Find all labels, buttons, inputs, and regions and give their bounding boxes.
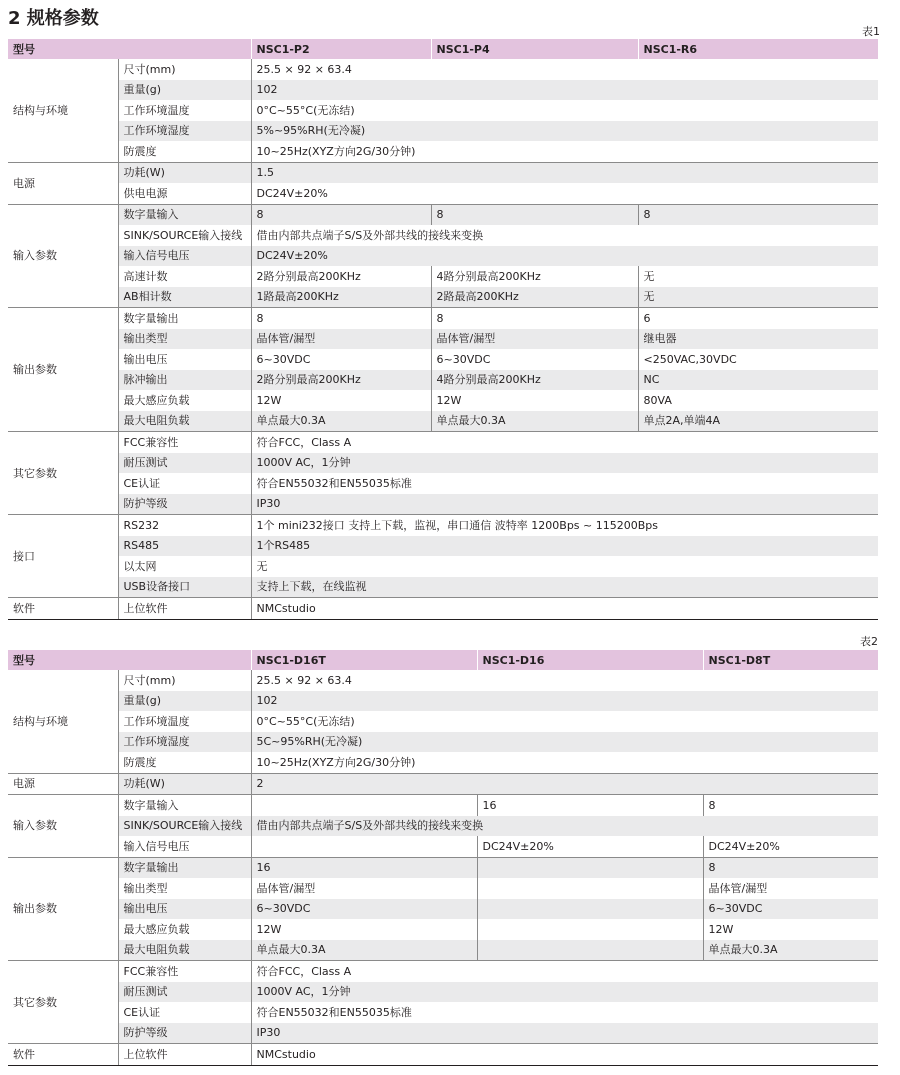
header-model-name: NSC1-D16 <box>477 650 703 670</box>
spec-row <box>8 1023 878 1044</box>
spec-value: 1个RS485 <box>251 536 878 557</box>
spec-value: 4路分别最高200KHz <box>431 266 638 287</box>
spec-value: 0°C~55°C(无冻结) <box>256 103 355 117</box>
spec-value: 借由内部共点端子S/S及外部共线的接线来变换 <box>256 228 484 242</box>
spec-row <box>8 577 878 598</box>
spec-value: IP30 <box>251 1023 878 1044</box>
spec-value: 5%~95%RH(无冷凝) <box>251 121 878 142</box>
spec-row <box>8 59 878 80</box>
spec-row <box>8 246 878 267</box>
spec-value: 晶体管/漏型 <box>431 329 638 350</box>
spec-label: AB相计数 <box>118 287 251 308</box>
spec-row <box>8 1002 878 1023</box>
spec-label: 最大电阻负载 <box>118 940 251 961</box>
spec-label: 输入信号电压 <box>118 246 251 267</box>
spec-label: 输入信号电压 <box>118 836 251 857</box>
spec-value: 0°C~55°C(无冻结) <box>256 714 355 728</box>
spec-label: 工作环境温度 <box>118 711 251 732</box>
spec-label: RS232 <box>118 515 251 536</box>
spec-value: 1000V AC，1分钟 <box>251 982 878 1003</box>
spec-value: 单点最大0.3A <box>431 411 638 432</box>
spec-value: 借由内部共点端子S/S及外部共线的接线来变换 <box>251 816 878 837</box>
spec-label: 以太网 <box>118 556 251 577</box>
spec-value: 无 <box>638 287 878 308</box>
spec-row <box>8 536 878 557</box>
spec-row <box>8 453 878 474</box>
spec-value: 6~30VDC <box>703 899 878 920</box>
spec-row <box>8 878 878 899</box>
spec-label: 重量(g) <box>118 691 251 712</box>
group-name: 其它参数 <box>8 432 118 515</box>
spec-label: 工作环境温度 <box>118 100 251 121</box>
spec-label: 最大感应负载 <box>118 390 251 411</box>
spec-value: NMCstudio <box>251 1044 878 1066</box>
spec-value: 25.5 × 92 × 63.4 <box>256 62 352 76</box>
spec-row <box>8 183 878 204</box>
spec-value: 8 <box>431 204 638 225</box>
spec-label: 工作环境湿度 <box>118 121 251 142</box>
spec-value: 16 <box>477 795 703 816</box>
spec-row <box>8 773 878 795</box>
spec-row <box>8 940 878 961</box>
spec-value: 8 <box>431 308 638 329</box>
spec-value: 无 <box>638 266 878 287</box>
spec-value: 4路分别最高200KHz <box>431 370 638 391</box>
spec-label: 数字量输入 <box>118 204 251 225</box>
spec-label: 防护等级 <box>118 494 251 515</box>
table-header-row <box>8 650 878 670</box>
spec-value: 80VA <box>638 390 878 411</box>
header-model-name: NSC1-R6 <box>638 39 878 59</box>
spec-value: DC24V±20% <box>477 836 703 857</box>
spec-row <box>8 1044 878 1066</box>
spec-value: <250VAC,30VDC <box>638 349 878 370</box>
spec-value: 102 <box>251 80 878 101</box>
spec-label: 数字量输入 <box>118 795 251 816</box>
spec-row <box>8 370 878 391</box>
spec-value: 6~30VDC <box>256 352 311 366</box>
group-name: 电源 <box>8 162 118 204</box>
spec-value: 1000V AC，1分钟 <box>251 453 878 474</box>
spec-value: 单点2A,单端4A <box>638 411 878 432</box>
spec-value: 25.5 × 92 × 63.4 <box>256 673 352 687</box>
group-name: 输入参数 <box>8 795 118 858</box>
spec-value: 晶体管/漏型 <box>251 329 431 350</box>
spec-value: 8 <box>251 308 431 329</box>
spec-label: 上位软件 <box>118 1044 251 1066</box>
spec-label: RS485 <box>118 536 251 557</box>
spec-label: FCC兼容性 <box>118 432 251 453</box>
spec-value: 继电器 <box>638 329 878 350</box>
spec-value <box>477 899 703 920</box>
section-title: 2 规格参数 <box>8 8 99 29</box>
spec-row <box>8 494 878 515</box>
spec-value: 2路分别最高200KHz <box>256 269 361 283</box>
table-1-label: 表1 <box>862 25 880 38</box>
spec-value: DC24V±20% <box>251 246 878 267</box>
spec-value: 2 <box>251 773 878 795</box>
spec-row <box>8 204 878 225</box>
spec-row <box>8 121 878 142</box>
spec-label: 工作环境湿度 <box>118 732 251 753</box>
header-model-name: NSC1-P4 <box>431 39 638 59</box>
spec-value: NMCstudio <box>251 598 878 620</box>
group-name: 结构与环境 <box>8 59 118 162</box>
spec-label: CE认证 <box>118 1002 251 1023</box>
spec-row <box>8 752 878 773</box>
spec-value: 102 <box>251 691 878 712</box>
spec-value: 10~25Hz(XYZ方向2G/30分钟) <box>256 755 416 769</box>
spec-label: 尺寸(mm) <box>118 670 251 691</box>
spec-row <box>8 899 878 920</box>
spec-value: 1.5 <box>251 162 878 183</box>
spec-row <box>8 162 878 183</box>
spec-value: 2路最高200KHz <box>431 287 638 308</box>
spec-row <box>8 670 878 691</box>
header-model-name: NSC1-P2 <box>251 39 431 59</box>
table-header-row <box>8 39 878 59</box>
spec-value <box>477 919 703 940</box>
spec-value: 8 <box>703 795 878 816</box>
spec-row <box>8 473 878 494</box>
spec-row <box>8 598 878 620</box>
spec-value: 8 <box>638 204 878 225</box>
spec-value: 6 <box>638 308 878 329</box>
spec-label: 最大感应负载 <box>118 919 251 940</box>
spec-label: 供电电源 <box>118 183 251 204</box>
spec-row <box>8 732 878 753</box>
spec-label: 上位软件 <box>118 598 251 620</box>
spec-value: 16 <box>251 857 477 878</box>
spec-value <box>477 857 703 878</box>
spec-row <box>8 515 878 536</box>
spec-label: 数字量输出 <box>118 308 251 329</box>
header-model-name: NSC1-D8T <box>703 650 878 670</box>
spec-value: 12W <box>256 922 282 936</box>
spec-value: 符合FCC，Class A <box>251 432 878 453</box>
spec-label: 功耗(W) <box>118 773 251 795</box>
spec-value: 单点最大0.3A <box>251 940 477 961</box>
spec-row <box>8 287 878 308</box>
spec-value: 12W <box>703 919 878 940</box>
spec-value: 支持上下载，在线监视 <box>251 577 878 598</box>
spec-value: 单点最大0.3A <box>251 411 431 432</box>
spec-value: NC <box>638 370 878 391</box>
spec-row <box>8 308 878 329</box>
spec-row <box>8 816 878 837</box>
spec-value <box>477 878 703 899</box>
spec-label: 数字量输出 <box>118 857 251 878</box>
spec-value: 单点最大0.3A <box>703 940 878 961</box>
spec-row <box>8 411 878 432</box>
spec-label: 耐压测试 <box>118 453 251 474</box>
group-name: 电源 <box>8 773 118 795</box>
spec-value: 符合FCC，Class A <box>251 961 878 982</box>
spec-label: CE认证 <box>118 473 251 494</box>
spec-label: 功耗(W) <box>118 162 251 183</box>
header-model-label: 型号 <box>8 650 251 670</box>
group-name: 输入参数 <box>8 204 118 308</box>
group-name: 输出参数 <box>8 857 118 961</box>
spec-row <box>8 141 878 162</box>
spec-value: 8 <box>703 857 878 878</box>
spec-label: 输出类型 <box>118 329 251 350</box>
spec-value: 晶体管/漏型 <box>703 878 878 899</box>
spec-value: 12W <box>256 393 282 407</box>
spec-value: 12W <box>431 390 638 411</box>
spec-value: 符合EN55032和EN55035标准 <box>256 476 412 490</box>
spec-label: FCC兼容性 <box>118 961 251 982</box>
spec-row <box>8 390 878 411</box>
spec-value: 晶体管/漏型 <box>256 881 316 895</box>
spec-label: SINK/SOURCE输入接线 <box>118 816 251 837</box>
spec-value: 5C~95%RH(无冷凝) <box>251 732 878 753</box>
group-name: 输出参数 <box>8 308 118 432</box>
spec-value <box>251 795 477 816</box>
spec-value: 1路最高200KHz <box>251 287 431 308</box>
spec-value: 8 <box>251 204 431 225</box>
group-name: 软件 <box>8 1044 118 1066</box>
spec-row <box>8 836 878 857</box>
spec-value <box>477 940 703 961</box>
spec-row <box>8 80 878 101</box>
spec-label: USB设备接口 <box>118 577 251 598</box>
group-name: 接口 <box>8 515 118 598</box>
spec-label: 重量(g) <box>118 80 251 101</box>
spec-row <box>8 961 878 982</box>
spec-row <box>8 795 878 816</box>
spec-label: 尺寸(mm) <box>118 59 251 80</box>
table-2-label: 表2 <box>860 635 878 648</box>
spec-label: 最大电阻负载 <box>118 411 251 432</box>
spec-row <box>8 349 878 370</box>
spec-row <box>8 691 878 712</box>
spec-label: 高速计数 <box>118 266 251 287</box>
spec-label: 输出电压 <box>118 349 251 370</box>
spec-value: 10~25Hz(XYZ方向2G/30分钟) <box>256 144 416 158</box>
spec-label: 防护等级 <box>118 1023 251 1044</box>
spec-label: 防震度 <box>118 141 251 162</box>
spec-table-2 <box>8 650 878 1066</box>
group-name: 软件 <box>8 598 118 620</box>
spec-value: 无 <box>256 559 268 573</box>
header-model-name: NSC1-D16T <box>251 650 477 670</box>
spec-value: IP30 <box>251 494 878 515</box>
spec-label: 输出电压 <box>118 899 251 920</box>
spec-value: 2路分别最高200KHz <box>251 370 431 391</box>
spec-value: 1个 mini232接口 支持上下载，监视，串口通信 波特率 1200Bps ~ 115200Bps <box>251 515 878 536</box>
spec-row <box>8 329 878 350</box>
spec-row <box>8 919 878 940</box>
spec-row <box>8 556 878 577</box>
spec-value: 6~30VDC <box>251 899 477 920</box>
header-model-label: 型号 <box>8 39 251 59</box>
spec-label: SINK/SOURCE输入接线 <box>118 225 251 246</box>
spec-row <box>8 266 878 287</box>
spec-label: 防震度 <box>118 752 251 773</box>
spec-row <box>8 225 878 246</box>
spec-value <box>251 836 477 857</box>
spec-value: DC24V±20% <box>256 186 328 200</box>
group-name: 结构与环境 <box>8 670 118 773</box>
spec-value: 符合EN55032和EN55035标准 <box>256 1005 412 1019</box>
spec-table-1 <box>8 39 878 620</box>
spec-value: 6~30VDC <box>431 349 638 370</box>
spec-row <box>8 100 878 121</box>
spec-label: 输出类型 <box>118 878 251 899</box>
spec-row <box>8 711 878 732</box>
spec-row <box>8 982 878 1003</box>
spec-row <box>8 857 878 878</box>
group-name: 其它参数 <box>8 961 118 1044</box>
spec-label: 耐压测试 <box>118 982 251 1003</box>
spec-row <box>8 432 878 453</box>
spec-value: DC24V±20% <box>703 836 878 857</box>
spec-label: 脉冲输出 <box>118 370 251 391</box>
